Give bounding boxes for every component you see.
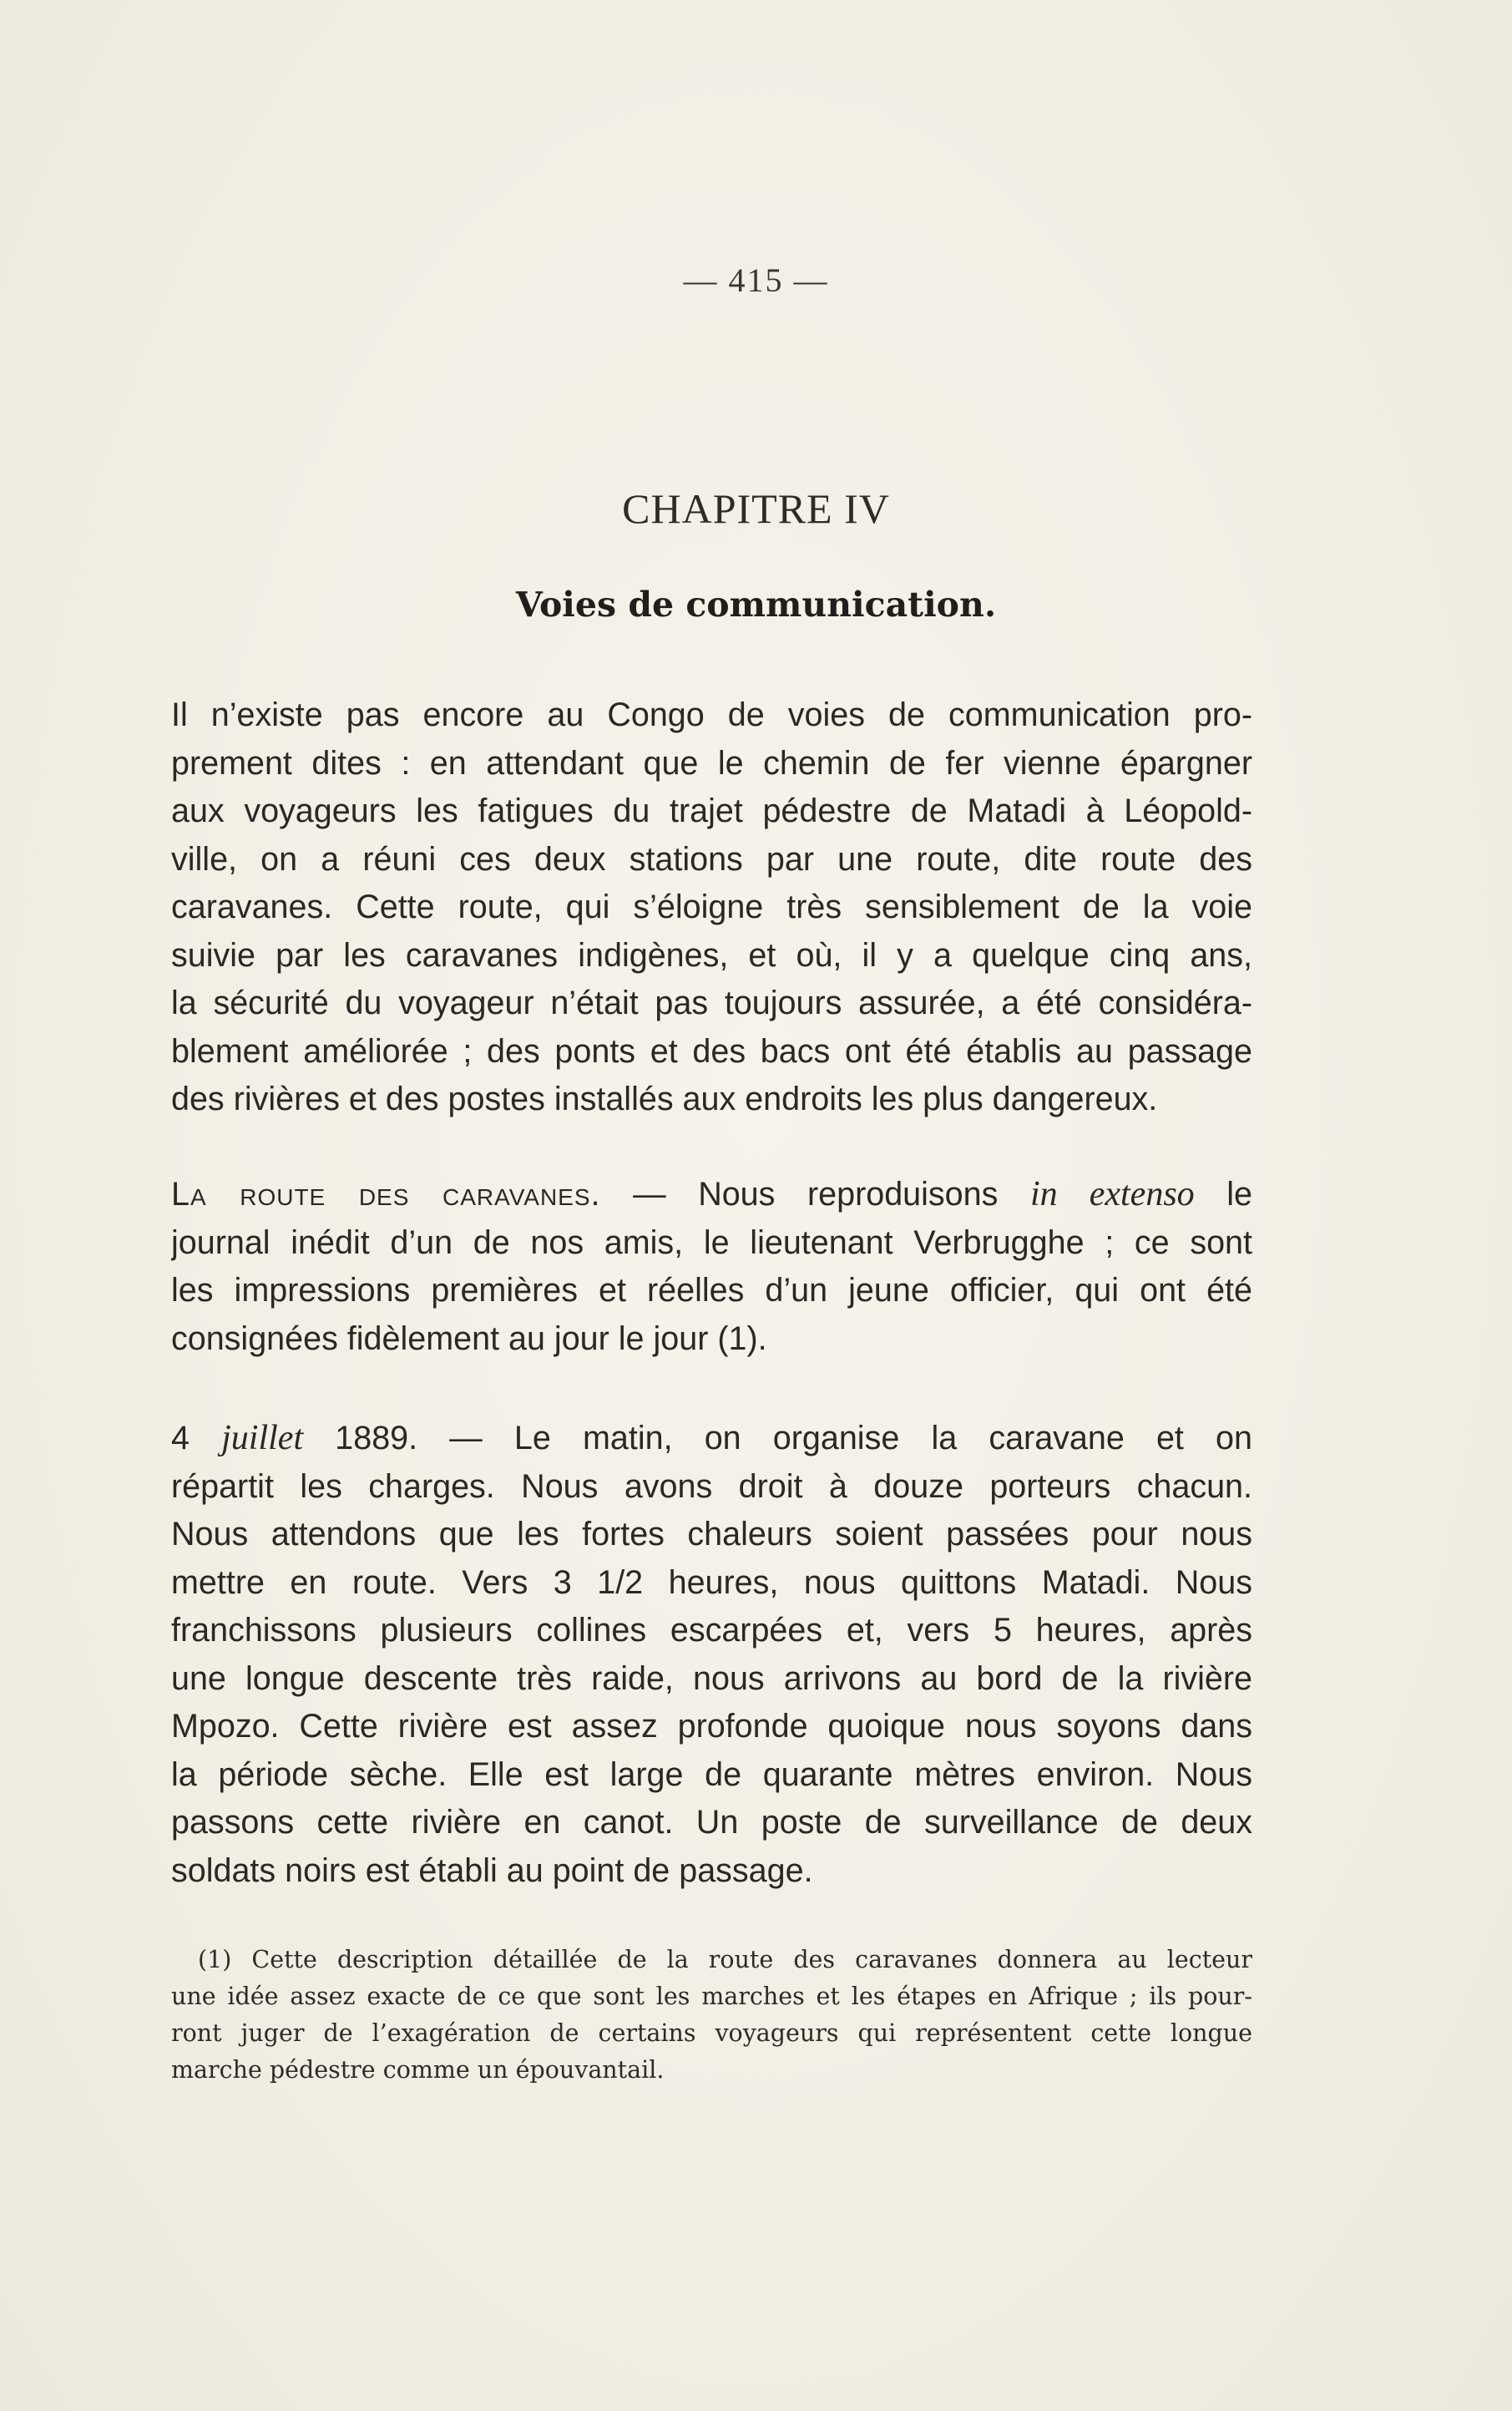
text-line: consignées fidèlement au jour le jour (1). <box>171 1319 767 1357</box>
footnote <box>171 1942 1252 2089</box>
text-line <box>171 1415 1252 1463</box>
text-run: 1889. — Le matin, on organise la caravane et on <box>303 1420 1252 1456</box>
text-line: caravanes. Cette route, qui s’éloigne très sensiblement de la voie <box>171 889 1252 925</box>
text-line: des rivières et des postes installés aux endroits les plus dangereux. <box>171 1081 1158 1117</box>
text-line: Mpozo. Cette rivière est assez profonde quoique nous soyons dans <box>171 1708 1252 1745</box>
section-title: Voies de communication. <box>515 585 997 625</box>
text-line: soldats noirs est établi au point de passage. <box>171 1851 813 1889</box>
text-line: passons cette rivière en canot. Un poste de surveillance de deux <box>171 1804 1252 1841</box>
text-line: la période sèche. Elle est large de quarante mètres environ. Nous <box>171 1755 1252 1793</box>
text-line: aux voyageurs les fatigues du trajet pédestre de Matadi à Léopold- <box>171 793 1252 829</box>
chapter-title: CHAPITRE IV <box>622 485 890 532</box>
text-line: la sécurité du voyageur n’était pas toujours assurée, a été considéra- <box>171 985 1252 1021</box>
run-in-heading: La route des caravanes. <box>171 1176 601 1213</box>
date-number: 4 <box>171 1420 222 1456</box>
text-line: prement dites : en attendant que le chemin de fer vienne épargner <box>171 744 1252 782</box>
footnote-line: (1) Cette description détaillée de la route des caravanes donnera au lecteur <box>198 1946 1252 1973</box>
paragraph-journal-entry <box>171 1415 1252 1895</box>
text-line: blement améliorée ; des ponts et des bacs ont été établis au passage <box>171 1032 1252 1070</box>
text-line: mettre en route. Vers 3 1/2 heures, nous quittons Matadi. Nous <box>171 1563 1252 1601</box>
text-line: Il n’existe pas encore au Congo de voies de communication pro- <box>171 696 1252 733</box>
text-run: le <box>1194 1176 1252 1213</box>
text-line: répartit les charges. Nous avons droit à douze porteurs chacun. <box>171 1467 1252 1505</box>
text-line: une longue descente très raide, nous arrivons au bord de la rivière <box>171 1659 1252 1697</box>
text-line: Nous attendons que les fortes chaleurs soient passées pour nous <box>171 1516 1252 1552</box>
text-line: les impressions premières et réelles d’un jeune officier, qui ont été <box>171 1272 1252 1309</box>
paragraph-route-des-caravanes <box>171 1171 1252 1363</box>
text-line: franchissons plusieurs collines escarpées et, vers 5 heures, après <box>171 1612 1252 1649</box>
footnote-line: marche pédestre comme un épouvantail. <box>171 2056 665 2084</box>
footnote-line: une idée assez exacte de ce que sont les marches et les étapes en Afrique ; ils pour- <box>171 1983 1252 2010</box>
text-line: ville, on a réuni ces deux stations par une route, dite route des <box>171 840 1252 878</box>
italic-phrase: in extenso <box>1029 1175 1195 1213</box>
text-run: — Nous reproduisons <box>600 1176 1030 1213</box>
text-line: journal inédit d’un de nos amis, le lieutenant Verbrugghe ; ce sont <box>171 1223 1252 1261</box>
page-number: — 415 — <box>683 261 829 299</box>
text-line: suivie par les caravanes indigènes, et où, il y a quelque cinq ans, <box>171 936 1252 974</box>
footnote-line: ront juger de l’exagération de certains voyageurs qui représentent cette longue <box>171 2019 1252 2047</box>
paragraph-intro <box>171 691 1252 1124</box>
date-month: juillet <box>221 1419 304 1457</box>
text-line <box>171 1171 1252 1219</box>
